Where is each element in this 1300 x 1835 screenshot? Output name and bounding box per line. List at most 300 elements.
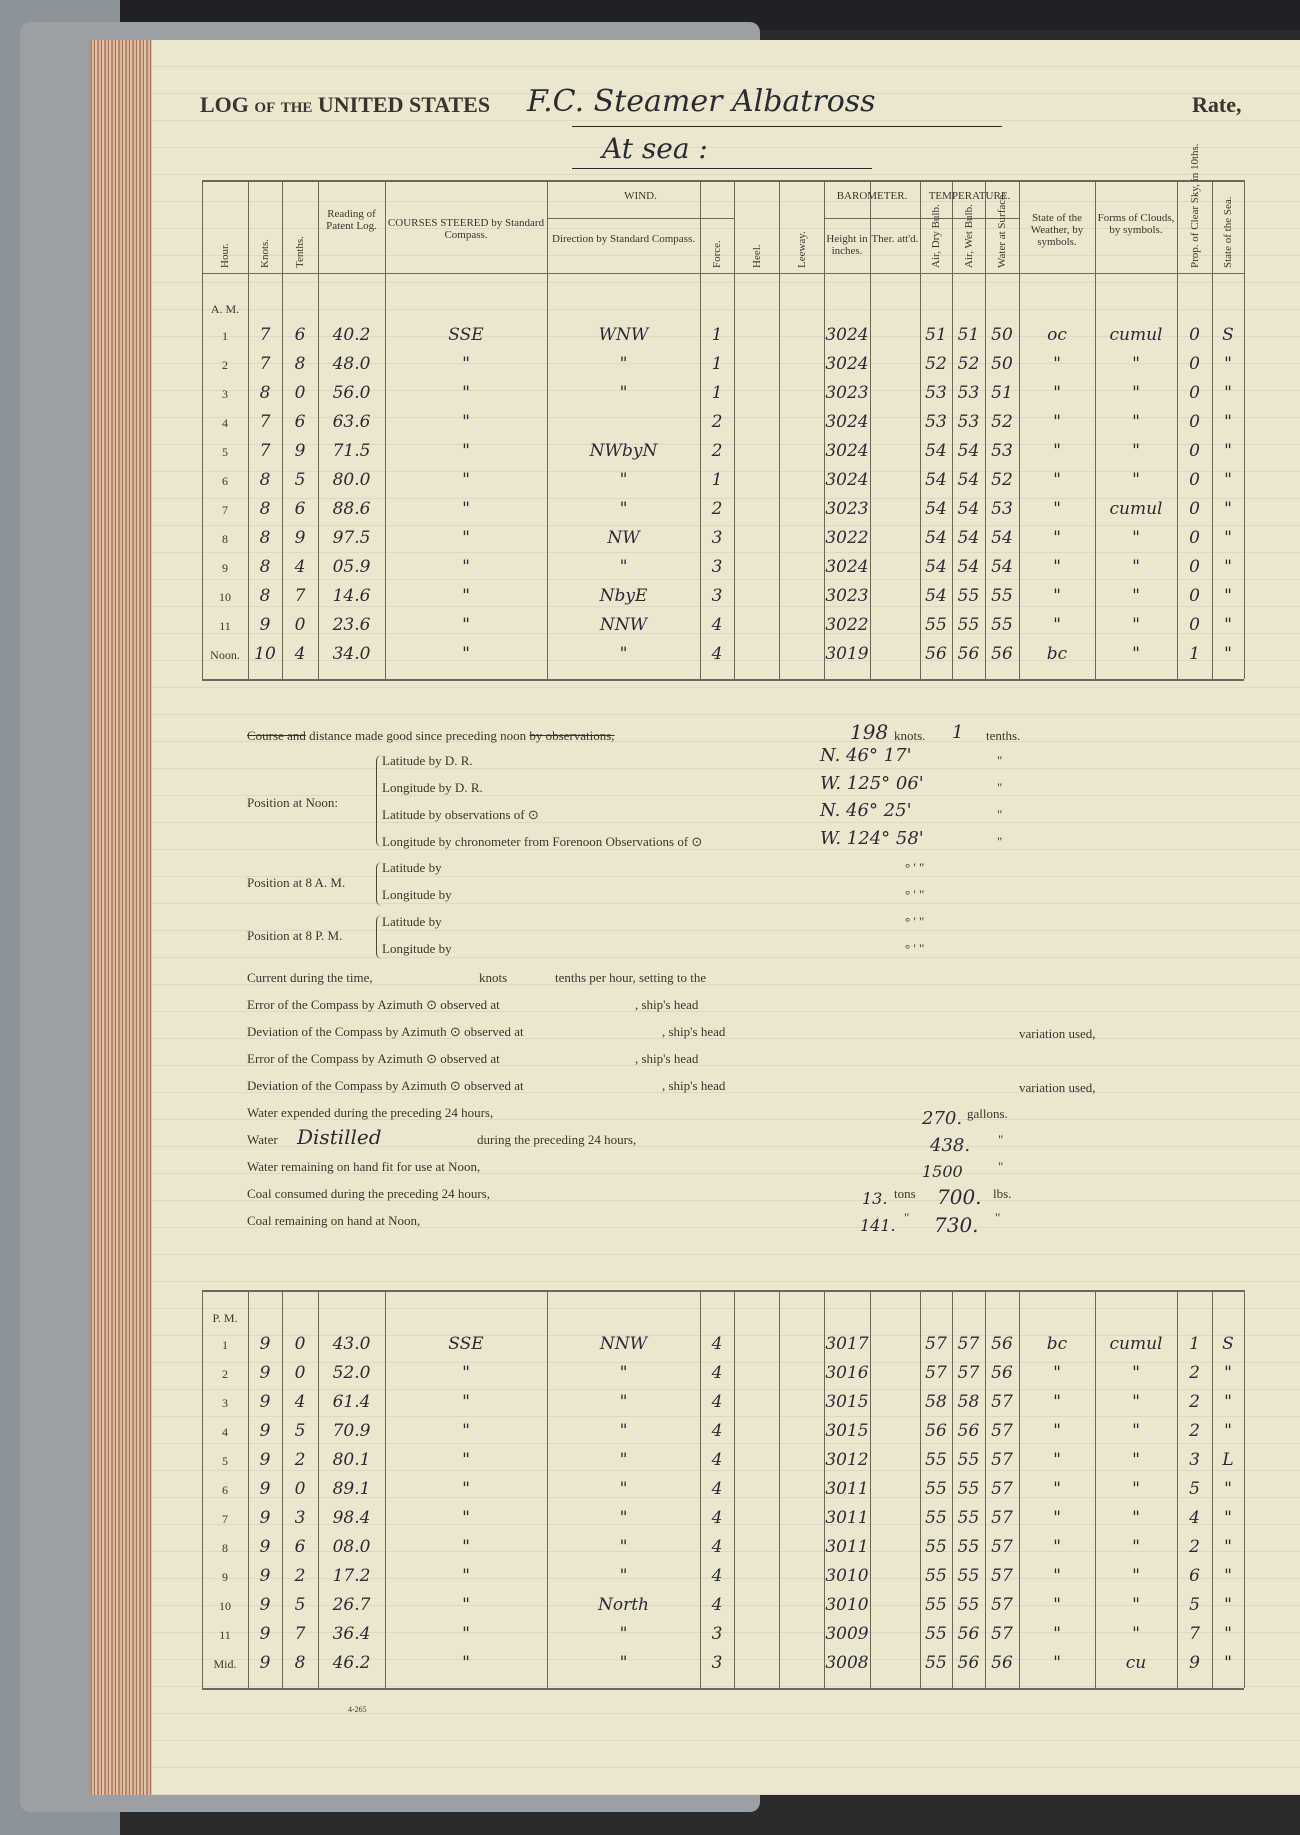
pm-cell-sky: 2 <box>1189 1363 1200 1383</box>
water-expended-value: 270. <box>922 1108 963 1129</box>
am-cell-force: 2 <box>711 412 723 432</box>
hdr-wind-sub-line <box>547 218 734 219</box>
am-cell-course: " <box>462 383 470 403</box>
pm-hour-label: 9 <box>222 1570 228 1584</box>
am-cell-knots: 9 <box>259 615 271 635</box>
pm-cell-wet: 55 <box>957 1537 980 1557</box>
am-cell-water: 56 <box>991 644 1013 664</box>
pm-col-line <box>779 1290 780 1688</box>
page-edges <box>90 40 160 1795</box>
pm-cell-sea: " <box>1224 1624 1232 1644</box>
pm-cell-sea: " <box>1224 1363 1232 1383</box>
hdr-heel: Heel. <box>750 244 763 268</box>
am-cell-dry: 54 <box>925 528 947 548</box>
pm-cell-course: " <box>462 1595 470 1615</box>
am-cell-sky: 0 <box>1189 586 1200 606</box>
pm-cell-course: " <box>462 1450 470 1470</box>
pm-cell-weather: " <box>1053 1479 1061 1499</box>
pm-cell-weather: " <box>1053 1363 1061 1383</box>
pm-cell-wet: 57 <box>957 1334 980 1354</box>
pm-cell-height: 3010 <box>825 1566 869 1586</box>
am-cell-dry: 56 <box>925 644 947 664</box>
pm-cell-force: 3 <box>711 1624 723 1644</box>
lat-obs-label: Latitude by observations of ⊙ <box>382 807 539 822</box>
tons-label: tons <box>894 1186 916 1201</box>
am-cell-wind: NNW <box>599 615 648 635</box>
pm-cell-wet: 57 <box>957 1363 980 1383</box>
pm-cell-sky: 9 <box>1189 1653 1200 1673</box>
pm-cell-weather: " <box>1053 1392 1061 1412</box>
am-cell-weather: " <box>1053 412 1061 432</box>
pm-cell-water: 57 <box>991 1566 1013 1586</box>
pm-cell-log: 70.9 <box>332 1421 371 1441</box>
am-cell-wind: " <box>619 644 628 664</box>
deg-8pm-lon: ° ' " <box>905 941 925 956</box>
lon-chron-label: Longitude by chronometer from Forenoon Observations of ⊙ <box>382 834 703 849</box>
pm-cell-wet: 55 <box>957 1595 980 1615</box>
am-cell-knots: 10 <box>254 644 276 664</box>
hdr-knots: Knots. <box>259 238 271 268</box>
am-cell-dry: 55 <box>925 615 947 635</box>
pm-cell-clouds: " <box>1132 1566 1140 1586</box>
am-cell-force: 4 <box>711 615 723 635</box>
am-cell-course: " <box>462 586 470 606</box>
pm-cell-clouds: " <box>1132 1537 1140 1557</box>
location-underline <box>572 168 872 169</box>
position-noon-label: Position at Noon: <box>247 795 339 810</box>
lat-dr-label: Latitude by D. R. <box>382 753 473 768</box>
am-cell-wet: 55 <box>957 615 980 635</box>
am-cell-wet: 54 <box>957 557 980 577</box>
pm-cell-dry: 57 <box>925 1334 947 1354</box>
pm-hour-label: 1 <box>222 1338 228 1352</box>
am-col-line <box>870 180 871 679</box>
pm-cell-water: 57 <box>991 1450 1013 1470</box>
pm-cell-knots: 9 <box>259 1537 271 1557</box>
am-cell-log: 34.0 <box>332 644 371 664</box>
pm-cell-knots: 9 <box>259 1595 271 1615</box>
am-cell-weather: " <box>1053 615 1061 635</box>
am-cell-log: 40.2 <box>332 325 371 345</box>
pm-cell-sea: " <box>1224 1392 1232 1412</box>
am-cell-log: 63.6 <box>332 412 371 432</box>
sec-mark-4: " <box>997 834 1003 849</box>
pm-cell-tenths: 5 <box>294 1421 306 1441</box>
am-cell-tenths: 9 <box>294 528 306 548</box>
lon-8am-label: Longitude by <box>382 887 452 902</box>
error-compass-2: Error of the Compass by Azimuth ⊙ observed at <box>247 1051 500 1066</box>
pm-cell-wind: North <box>597 1595 650 1615</box>
am-cell-water: 52 <box>991 412 1013 432</box>
pm-cell-weather: " <box>1053 1653 1061 1673</box>
am-cell-wet: 54 <box>957 441 980 461</box>
pm-hour-label: 6 <box>222 1483 228 1497</box>
hdr-air-wet: Air, Wet Bulb. <box>962 204 975 268</box>
pm-cell-sky: 7 <box>1189 1624 1200 1644</box>
water-distilled-value: 438. <box>930 1135 971 1156</box>
pm-cell-tenths: 2 <box>294 1566 306 1586</box>
pm-hour-label: 4 <box>222 1425 228 1439</box>
pm-cell-knots: 9 <box>259 1653 271 1673</box>
pm-cell-wind: " <box>619 1450 628 1470</box>
pm-cell-course: SSE <box>448 1334 484 1354</box>
current-knots: knots <box>479 970 508 985</box>
pm-cell-water: 57 <box>991 1595 1013 1615</box>
pm-cell-weather: bc <box>1046 1334 1068 1354</box>
coal-remaining-tons: 141. <box>860 1216 896 1235</box>
vessel-underline <box>572 126 1002 127</box>
pm-cell-force: 4 <box>711 1508 723 1528</box>
pm-cell-height: 3008 <box>825 1653 869 1673</box>
pm-cell-force: 4 <box>711 1566 723 1586</box>
am-cell-tenths: 4 <box>294 557 306 577</box>
am-cell-wet: 53 <box>957 412 980 432</box>
am-cell-dry: 53 <box>925 383 947 403</box>
am-cell-height: 3023 <box>825 586 869 606</box>
pm-cell-weather: " <box>1053 1566 1061 1586</box>
am-cell-wet: 54 <box>957 470 980 490</box>
am-cell-clouds: " <box>1132 557 1140 577</box>
am-cell-wind: " <box>619 557 628 577</box>
am-cell-sea: " <box>1224 586 1232 606</box>
am-cell-wind: NbyE <box>599 586 648 606</box>
am-cell-tenths: 9 <box>294 441 306 461</box>
am-cell-log: 80.0 <box>332 470 371 490</box>
error-compass-1: Error of the Compass by Azimuth ⊙ observed at <box>247 997 500 1012</box>
pm-cell-tenths: 6 <box>294 1537 306 1557</box>
pm-cell-clouds: " <box>1132 1450 1140 1470</box>
am-cell-course: " <box>462 354 470 374</box>
pm-cell-water: 57 <box>991 1479 1013 1499</box>
pm-cell-wind: " <box>619 1479 628 1499</box>
pm-cell-weather: " <box>1053 1421 1061 1441</box>
pm-cell-sea: " <box>1224 1537 1232 1557</box>
am-cell-force: 4 <box>711 644 723 664</box>
current-tenths: tenths per hour, setting to the <box>555 970 707 985</box>
pm-cell-water: 57 <box>991 1392 1013 1412</box>
am-col-line <box>779 180 780 679</box>
sec-mark-2: " <box>997 780 1003 795</box>
pm-cell-tenths: 0 <box>294 1334 306 1354</box>
pm-cell-water: 57 <box>991 1624 1013 1644</box>
ships-head-2: , ship's head <box>662 1024 726 1039</box>
am-cell-dry: 54 <box>925 470 947 490</box>
am-hour-label: 10 <box>219 590 231 604</box>
am-cell-log: 48.0 <box>332 354 371 374</box>
am-cell-height: 3024 <box>825 441 869 461</box>
pm-cell-tenths: 0 <box>294 1363 306 1383</box>
am-cell-course: " <box>462 644 470 664</box>
am-cell-clouds: " <box>1132 615 1140 635</box>
pm-cell-sea: S <box>1222 1334 1234 1354</box>
am-cell-course: " <box>462 528 470 548</box>
pm-cell-water: 56 <box>991 1653 1013 1673</box>
pm-cell-sky: 1 <box>1189 1334 1200 1354</box>
pm-cell-course: " <box>462 1537 470 1557</box>
am-cell-sky: 0 <box>1189 325 1200 345</box>
am-cell-log: 97.5 <box>332 528 371 548</box>
pm-cell-force: 4 <box>711 1363 723 1383</box>
hdr-force: Force. <box>711 240 723 268</box>
am-cell-dry: 53 <box>925 412 947 432</box>
pm-cell-log: 80.1 <box>332 1450 371 1470</box>
pm-cell-force: 4 <box>711 1450 723 1470</box>
pm-cell-height: 3015 <box>825 1392 869 1412</box>
am-cell-clouds: " <box>1132 383 1140 403</box>
knots-label: knots. <box>894 728 926 743</box>
am-header-line <box>202 273 1244 274</box>
lat-obs-value: N. 46° 25' <box>820 800 912 821</box>
am-cell-sea: " <box>1224 441 1232 461</box>
am-top-line <box>202 180 1244 182</box>
hdr-leeway: Leeway. <box>795 231 808 268</box>
hdr-weather: State of the Weather, by symbols. <box>1030 212 1084 248</box>
sec-mark-3: " <box>997 807 1003 822</box>
am-cell-weather: " <box>1053 441 1061 461</box>
pm-hour-label: 7 <box>222 1512 228 1526</box>
am-cell-tenths: 4 <box>294 644 306 664</box>
am-cell-dry: 54 <box>925 557 947 577</box>
pm-cell-weather: " <box>1053 1624 1061 1644</box>
pm-cell-force: 4 <box>711 1537 723 1557</box>
pm-hour-label: 2 <box>222 1367 228 1381</box>
log-page <box>152 40 1300 1795</box>
hdr-wind: WIND. <box>624 190 657 202</box>
am-cell-weather: " <box>1053 499 1061 519</box>
pm-cell-dry: 56 <box>925 1421 947 1441</box>
pm-cell-height: 3009 <box>825 1624 869 1644</box>
pm-cell-height: 3012 <box>825 1450 869 1470</box>
am-cell-tenths: 0 <box>294 615 306 635</box>
am-cell-force: 1 <box>711 470 723 490</box>
pm-cell-course: " <box>462 1479 470 1499</box>
pm-cell-clouds: " <box>1132 1508 1140 1528</box>
obs-struck: by observations, <box>529 728 615 743</box>
am-cell-dry: 54 <box>925 441 947 461</box>
pm-cell-force: 4 <box>711 1421 723 1441</box>
pm-cell-height: 3011 <box>825 1508 869 1528</box>
pm-cell-dry: 55 <box>925 1624 947 1644</box>
am-cell-tenths: 6 <box>294 325 306 345</box>
am-cell-sea: " <box>1224 644 1232 664</box>
am-cell-force: 3 <box>711 557 723 577</box>
pm-hour-label: Mid. <box>213 1657 237 1671</box>
am-cell-force: 3 <box>711 528 723 548</box>
sec-mark-1: " <box>997 753 1003 768</box>
am-cell-weather: " <box>1053 383 1061 403</box>
coal-remaining-lbs: 730. <box>934 1213 979 1237</box>
am-hour-label: 4 <box>222 416 228 430</box>
pm-cell-sea: L <box>1222 1450 1234 1470</box>
pm-top-line <box>202 1290 1244 1292</box>
am-cell-knots: 8 <box>259 586 271 606</box>
am-cell-sky: 0 <box>1189 412 1200 432</box>
pm-cell-log: 08.0 <box>332 1537 371 1557</box>
pm-section-label: P. M. <box>212 1311 238 1325</box>
pm-cell-log: 61.4 <box>332 1392 371 1412</box>
pm-cell-clouds: " <box>1132 1624 1140 1644</box>
am-cell-clouds: " <box>1132 441 1140 461</box>
am-cell-force: 1 <box>711 383 723 403</box>
coal-lbs: 700. <box>937 1185 982 1209</box>
am-cell-force: 2 <box>711 499 723 519</box>
am-hour-label: 6 <box>222 474 228 488</box>
pm-col-line <box>1244 1290 1245 1688</box>
am-cell-clouds: " <box>1132 470 1140 490</box>
pm-cell-weather: " <box>1053 1595 1061 1615</box>
pm-cell-sky: 3 <box>1189 1450 1200 1470</box>
am-hour-label: 7 <box>222 503 228 517</box>
am-cell-course: " <box>462 441 470 461</box>
pm-cell-course: " <box>462 1566 470 1586</box>
pm-cell-wet: 58 <box>957 1392 980 1412</box>
pm-cell-wet: 55 <box>957 1450 980 1470</box>
pm-cell-tenths: 5 <box>294 1595 306 1615</box>
vessel-name: F.C. Steamer Albatross <box>527 84 876 119</box>
pm-cell-wet: 55 <box>957 1508 980 1528</box>
water-during: during the preceding 24 hours, <box>477 1132 637 1147</box>
pm-cell-height: 3017 <box>825 1334 869 1354</box>
pm-cell-course: " <box>462 1508 470 1528</box>
am-cell-sea: " <box>1224 470 1232 490</box>
hdr-air-dry: Air, Dry Bulb. <box>930 204 942 268</box>
pm-cell-knots: 9 <box>259 1392 271 1412</box>
pm-cell-wet: 55 <box>957 1479 980 1499</box>
am-cell-water: 52 <box>991 470 1013 490</box>
am-cell-water: 54 <box>991 557 1013 577</box>
pm-cell-tenths: 2 <box>294 1450 306 1470</box>
deg-8pm-lat: ° ' " <box>905 914 925 929</box>
am-cell-height: 3024 <box>825 325 869 345</box>
am-cell-log: 05.9 <box>332 557 371 577</box>
pm-cell-wind: " <box>619 1421 628 1441</box>
am-cell-height: 3024 <box>825 470 869 490</box>
pm-cell-tenths: 4 <box>294 1392 306 1412</box>
am-cell-knots: 8 <box>259 383 271 403</box>
am-cell-clouds: " <box>1132 644 1140 664</box>
pm-cell-clouds: " <box>1132 1479 1140 1499</box>
pm-cell-dry: 55 <box>925 1508 947 1528</box>
am-col-line <box>734 180 735 679</box>
pm-cell-knots: 9 <box>259 1508 271 1528</box>
pm-cell-force: 3 <box>711 1653 723 1673</box>
pm-cell-height: 3010 <box>825 1595 869 1615</box>
am-cell-course: " <box>462 412 470 432</box>
pm-cell-force: 4 <box>711 1595 723 1615</box>
location: At sea : <box>602 132 708 165</box>
am-cell-sky: 0 <box>1189 499 1200 519</box>
ships-head-1: , ship's head <box>635 997 699 1012</box>
am-cell-weather: " <box>1053 586 1061 606</box>
am-cell-clouds: cumul <box>1109 325 1163 345</box>
tenths-label: tenths. <box>986 728 1021 743</box>
log-title: LOG of the UNITED STATES <box>200 92 491 117</box>
water-remaining-label: Water remaining on hand fit for use at Noon, <box>247 1159 481 1174</box>
lon-8pm-label: Longitude by <box>382 941 452 956</box>
pm-cell-height: 3016 <box>825 1363 869 1383</box>
am-cell-sea: " <box>1224 354 1232 374</box>
am-cell-sky: 0 <box>1189 383 1200 403</box>
hdr-ther: Ther. att'd. <box>871 233 919 245</box>
hdr-height: Height in inches. <box>826 233 868 257</box>
pm-cell-wet: 56 <box>957 1653 980 1673</box>
pm-cell-sea: " <box>1224 1508 1232 1528</box>
coal-consumed-label: Coal consumed during the preceding 24 hours, <box>247 1186 490 1201</box>
position-8am-label: Position at 8 A. M. <box>247 875 346 890</box>
am-hour-label: 3 <box>222 387 228 401</box>
water-expended-label: Water expended during the preceding 24 hours, <box>247 1105 494 1120</box>
hdr-barometer: BAROMETER. <box>836 190 908 202</box>
am-cell-height: 3024 <box>825 354 869 374</box>
am-hour-label: 1 <box>222 329 228 343</box>
pm-cell-force: 4 <box>711 1334 723 1354</box>
pm-cell-sky: 5 <box>1189 1479 1200 1499</box>
pm-cell-dry: 55 <box>925 1479 947 1499</box>
pm-cell-clouds: cu <box>1125 1653 1147 1673</box>
hdr-baro-sub-line <box>824 218 1019 219</box>
pm-cell-force: 4 <box>711 1479 723 1499</box>
pm-col-line <box>734 1290 735 1688</box>
am-cell-dry: 51 <box>925 325 947 345</box>
pm-cell-sea: " <box>1224 1566 1232 1586</box>
lat-8pm-label: Latitude by <box>382 914 442 929</box>
am-cell-course: SSE <box>448 325 484 345</box>
pm-cell-log: 89.1 <box>332 1479 371 1499</box>
am-cell-wind: " <box>619 354 628 374</box>
hdr-sea: State of the Sea. <box>1222 196 1234 268</box>
variation-used-1: variation used, <box>1019 1026 1096 1041</box>
pm-cell-sky: 2 <box>1189 1421 1200 1441</box>
rate-label: Rate, <box>1192 92 1242 117</box>
am-cell-sky: 0 <box>1189 528 1200 548</box>
am-cell-height: 3024 <box>825 412 869 432</box>
pm-cell-wind: " <box>619 1653 628 1673</box>
pm-cell-height: 3011 <box>825 1537 869 1557</box>
pm-hour-label: 8 <box>222 1541 228 1555</box>
am-cell-height: 3019 <box>825 644 869 664</box>
am-cell-log: 88.6 <box>332 499 371 519</box>
am-cell-knots: 8 <box>259 528 271 548</box>
pm-cell-log: 52.0 <box>332 1363 371 1383</box>
am-cell-sky: 0 <box>1189 441 1200 461</box>
am-section-label: A. M. <box>210 302 240 316</box>
pm-cell-water: 57 <box>991 1508 1013 1528</box>
pm-cell-wind: " <box>619 1566 628 1586</box>
course-struck: Course and <box>247 728 306 743</box>
am-cell-sea: " <box>1224 499 1232 519</box>
am-cell-wet: 51 <box>957 325 980 345</box>
am-hour-label: Noon. <box>210 648 240 662</box>
am-cell-wind: " <box>619 470 628 490</box>
pm-cell-wind: " <box>619 1363 628 1383</box>
pm-cell-knots: 9 <box>259 1624 271 1644</box>
am-cell-water: 53 <box>991 441 1013 461</box>
pm-cell-knots: 9 <box>259 1334 271 1354</box>
pm-cell-weather: " <box>1053 1508 1061 1528</box>
am-cell-wind: NW <box>607 528 640 548</box>
am-cell-log: 14.6 <box>332 586 371 606</box>
am-cell-knots: 8 <box>259 470 271 490</box>
pm-cell-dry: 55 <box>925 1450 947 1470</box>
am-hour-label: 2 <box>222 358 228 372</box>
pm-cell-height: 3011 <box>825 1479 869 1499</box>
pm-cell-force: 4 <box>711 1392 723 1412</box>
am-cell-wind: " <box>619 499 628 519</box>
pm-cell-sea: " <box>1224 1653 1232 1673</box>
am-cell-height: 3024 <box>825 557 869 577</box>
pm-cell-course: " <box>462 1392 470 1412</box>
pm-cell-sky: 5 <box>1189 1595 1200 1615</box>
